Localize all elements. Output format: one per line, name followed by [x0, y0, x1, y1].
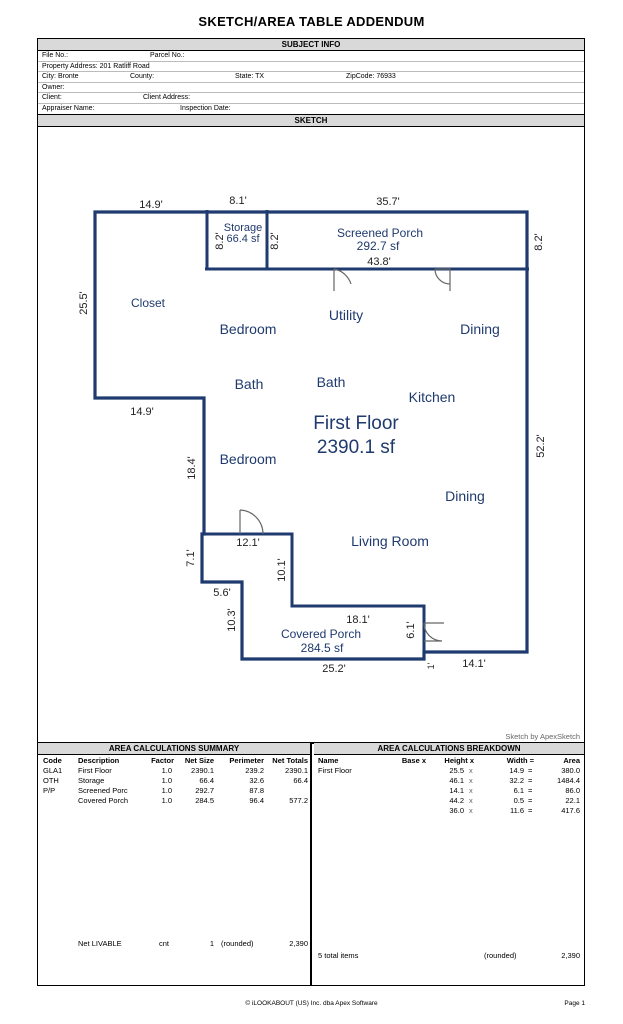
- row1-net-size: 2390.1: [191, 766, 214, 775]
- b4-x: x: [469, 796, 473, 805]
- parcel-no: Parcel No.:: [150, 52, 185, 59]
- col-net-size: Net Size: [184, 756, 214, 765]
- room-closet: Closet: [130, 296, 166, 310]
- dim-porch-top: 35.7': [376, 196, 400, 208]
- info-row-address: [38, 62, 584, 73]
- room-dining-2: Dining: [445, 488, 485, 504]
- b5-height: 36.0: [449, 806, 464, 815]
- b3-x: x: [469, 786, 473, 795]
- row1-factor: 1.0: [161, 766, 172, 775]
- breakdown-total: 2,390: [561, 951, 580, 960]
- area-breakdown-panel: [314, 743, 584, 985]
- room-covered-area: 284.5 sf: [300, 641, 344, 655]
- b3-height: 14.1: [449, 786, 464, 795]
- area-breakdown-header: AREA CALCULATIONS BREAKDOWN: [314, 743, 584, 755]
- col-name: Name: [318, 756, 339, 765]
- city: City: Bronte: [42, 73, 79, 81]
- b5-width: 11.6: [509, 806, 524, 815]
- net-livable-total: 2,390: [289, 939, 308, 948]
- first-floor-outline: [95, 212, 527, 659]
- footer-copyright: © iLOOKABOUT (US) Inc. dba Apex Software: [245, 1000, 378, 1007]
- col-width: Width =: [506, 756, 534, 765]
- info-row-appraiser: [38, 104, 584, 114]
- row2-description: Storage: [78, 776, 105, 785]
- b4-width: 0.5: [513, 796, 524, 805]
- row3-net-size: 292.7: [195, 786, 214, 795]
- b3-area: 86.0: [565, 786, 580, 795]
- b2-height: 46.1: [449, 776, 464, 785]
- info-row-city: [38, 72, 584, 83]
- page-title: SKETCH/AREA TABLE ADDENDUM: [198, 14, 425, 29]
- b1-eq: =: [528, 766, 533, 775]
- row1-code: GLA1: [43, 766, 63, 775]
- row2-net-size: 66.4: [199, 776, 214, 785]
- zip: ZipCode: 76933: [346, 73, 396, 81]
- room-storage-area: 66.4 sf: [226, 233, 260, 245]
- net-livable-count: 1: [209, 939, 214, 948]
- row4-perimeter: 96.4: [249, 796, 264, 805]
- state: State: TX: [235, 73, 265, 81]
- room-storage: Storage: [223, 222, 263, 234]
- b5-x: x: [469, 806, 473, 815]
- footer-page: Page 1: [564, 1000, 585, 1007]
- b4-eq: =: [528, 796, 533, 805]
- room-covered-porch: Covered Porch: [280, 627, 362, 641]
- dim-notch-top: 12.1': [236, 537, 260, 549]
- row3-code: P/P: [43, 786, 56, 795]
- area-calculations-section: [37, 742, 585, 986]
- room-utility: Utility: [328, 307, 364, 323]
- net-livable-unit: cnt: [159, 939, 170, 948]
- row3-perimeter: 87.8: [249, 786, 264, 795]
- b1-x: x: [469, 766, 473, 775]
- row4-net-total: 577.2: [289, 796, 308, 805]
- room-bedroom-1: Bedroom: [219, 321, 277, 337]
- dim-cp-right: 6.1': [405, 621, 417, 639]
- dim-notch-bottom: 5.6': [213, 587, 231, 599]
- row4-net-size: 284.5: [195, 796, 214, 805]
- dim-storage-left: 8.2': [214, 232, 226, 250]
- sketch-header: SKETCH: [38, 115, 584, 127]
- col-base: Base x: [401, 756, 426, 765]
- sketch-credit: Sketch by ApexSketch: [505, 732, 580, 741]
- row2-factor: 1.0: [161, 776, 172, 785]
- dim-notch-left: 7.1': [185, 549, 197, 567]
- dim-cp-bottom: 25.2': [322, 663, 346, 675]
- inspection-date: Inspection Date:: [180, 104, 231, 112]
- info-row-owner: [38, 83, 584, 94]
- dim-bottom-right: 14.1': [462, 658, 486, 670]
- dim-cp-top: 18.1': [346, 614, 370, 626]
- total-items: 5 total items: [318, 951, 359, 960]
- breakdown-rounded: (rounded): [484, 951, 517, 960]
- room-screened-area: 292.7 sf: [356, 239, 400, 253]
- room-first-floor-area: 2390.1 sf: [316, 437, 396, 458]
- row2-code: OTH: [43, 776, 59, 785]
- col-height: Height x: [444, 756, 474, 765]
- county: County:: [130, 73, 155, 81]
- room-screened-porch: Screened Porch: [336, 226, 424, 240]
- dim-porch-bottom: 43.8': [367, 256, 391, 268]
- row1-perimeter: 239.2: [245, 766, 264, 775]
- room-kitchen: Kitchen: [408, 389, 456, 405]
- appraiser-name: Appraiser Name:: [42, 104, 95, 112]
- b4-height: 44.2: [449, 796, 464, 805]
- b1-height: 25.5: [449, 766, 464, 775]
- b3-width: 6.1: [513, 786, 524, 795]
- room-bedroom-2: Bedroom: [219, 451, 277, 467]
- property-address: Property Address: 201 Ratliff Road: [42, 62, 150, 70]
- room-dining-1: Dining: [460, 321, 500, 337]
- dim-left-wall: 25.5': [78, 291, 90, 315]
- subject-info-section: [37, 38, 585, 115]
- row1-description: First Floor: [78, 766, 112, 775]
- row3-description: Screened Porc: [78, 786, 128, 795]
- b2-width: 32.2: [509, 776, 524, 785]
- row1-net-total: 2390.1: [285, 766, 308, 775]
- room-living-room: Living Room: [351, 533, 429, 549]
- col-net-totals: Net Totals: [272, 756, 308, 765]
- row2-net-total: 66.4: [293, 776, 308, 785]
- room-first-floor: First Floor: [313, 413, 399, 434]
- net-livable-rounded: (rounded): [221, 939, 254, 948]
- b2-area: 1484.4: [557, 776, 580, 785]
- col-code: Code: [43, 756, 62, 765]
- b5-eq: =: [528, 806, 533, 815]
- info-row-file: [38, 51, 584, 62]
- subject-info-header: SUBJECT INFO: [38, 39, 584, 51]
- dim-tiny: 1': [426, 662, 436, 670]
- b5-area: 417.6: [561, 806, 580, 815]
- b1-width: 14.9: [509, 766, 524, 775]
- dim-right-wall: 52.2': [535, 434, 547, 458]
- dim-storage-top: 8.1': [229, 195, 247, 207]
- file-no: File No.:: [42, 52, 69, 59]
- info-row-client: [38, 93, 584, 104]
- area-summary-header: AREA CALCULATIONS SUMMARY: [38, 743, 310, 755]
- floor-plan-drawing: [38, 127, 584, 744]
- row4-description: Covered Porch: [78, 796, 129, 805]
- client: Client:: [42, 94, 62, 102]
- room-bath-1: Bath: [234, 376, 264, 392]
- row2-perimeter: 32.6: [249, 776, 264, 785]
- dim-storage-right: 8.2': [269, 232, 281, 250]
- net-livable-label: Net LIVABLE: [78, 939, 122, 948]
- b4-area: 22.1: [565, 796, 580, 805]
- breakdown-name: First Floor: [318, 766, 352, 775]
- area-summary-panel: [38, 743, 312, 985]
- dim-cp-left: 10.3': [226, 608, 238, 632]
- dim-inner-left: 10.1': [276, 558, 288, 582]
- dim-top-left: 14.9': [139, 199, 163, 211]
- dim-porch-right: 8.2': [533, 233, 545, 251]
- row4-factor: 1.0: [161, 796, 172, 805]
- sketch-section: [37, 114, 585, 744]
- col-description: Description: [78, 756, 120, 765]
- row3-factor: 1.0: [161, 786, 172, 795]
- owner: Owner:: [42, 83, 65, 91]
- b3-eq: =: [528, 786, 533, 795]
- col-area: Area: [563, 756, 580, 765]
- dim-mid-top: 14.9': [130, 406, 154, 418]
- dim-mid-left: 18.4': [186, 456, 198, 480]
- client-address: Client Address:: [143, 94, 191, 102]
- room-bath-2: Bath: [316, 374, 346, 390]
- b2-x: x: [469, 776, 473, 785]
- col-perimeter: Perimeter: [229, 756, 264, 765]
- col-factor: Factor: [151, 756, 174, 765]
- b2-eq: =: [528, 776, 533, 785]
- b1-area: 380.0: [561, 766, 580, 775]
